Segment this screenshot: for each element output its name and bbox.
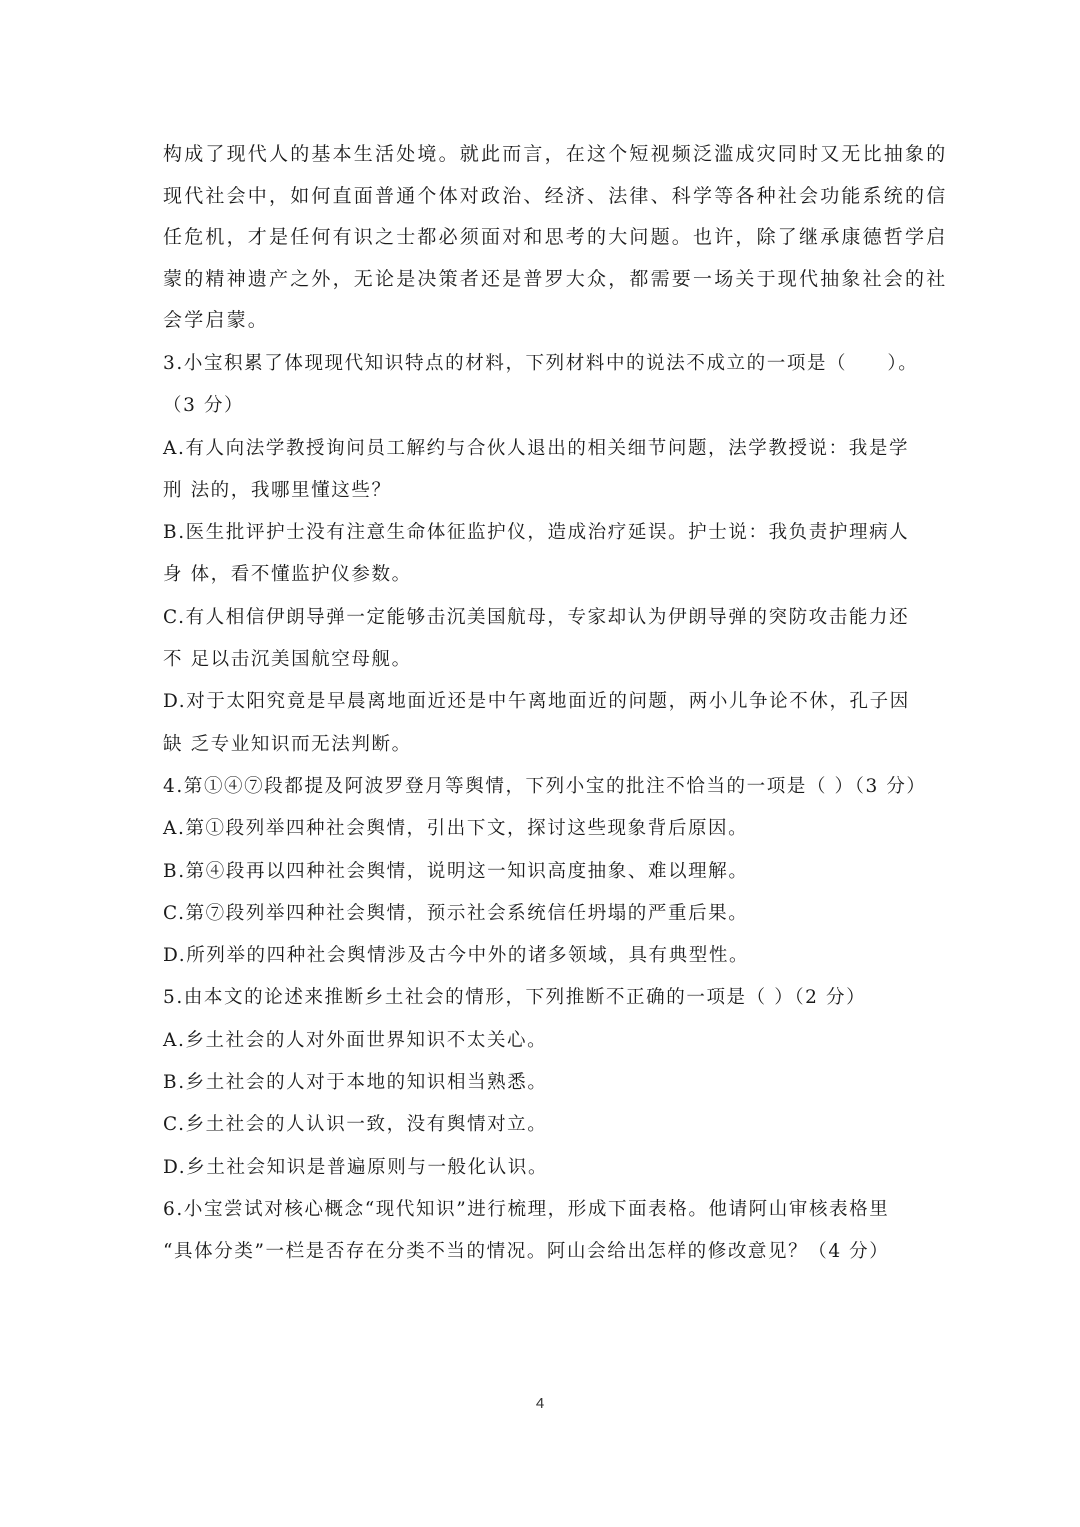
- passage-text: [163, 134, 948, 342]
- question-5-option-d: D.乡土社会知识是普遍原则与一般化认识。: [163, 1156, 549, 1178]
- question-3-option-c-cont: 不 足以击沉美国航空母舰。: [163, 649, 412, 671]
- passage-line: 现代社会中，如何直面普通个体对政治、经济、法律、科学等各种社会功能系统的信: [163, 184, 948, 207]
- question-3-option-d-cont: 缺 乏专业知识而无法判断。: [163, 733, 412, 755]
- question-5-stem: 5.由本文的论述来推断乡土社会的情形，下列推断不正确的一项是（ ）（2 分）: [163, 987, 867, 1009]
- page-number: 4: [535, 1395, 545, 1412]
- question-6-stem: 6.小宝尝试对核心概念“现代知识”进行梳理，形成下面表格。他请阿山审核表格里: [163, 1198, 890, 1220]
- question-4-option-a: A.第①段列举四种社会舆情，引出下文，探讨这些现象背后原因。: [163, 818, 749, 840]
- question-3-stem: 3.小宝积累了体现现代知识特点的材料，下列材料中的说法不成立的一项是（ ）。: [163, 353, 919, 374]
- question-3-option-d: D.对于太阳究竟是早晨离地面近还是中午离地面近的问题，两小儿争论不休，孔子因: [163, 691, 910, 713]
- passage-line: 会学启蒙。: [163, 309, 270, 332]
- question-4-option-b: B.第④段再以四种社会舆情，说明这一知识高度抽象、难以理解。: [163, 860, 749, 882]
- question-3-option-a-cont: 刑 法的，我哪里懂这些？: [163, 479, 392, 501]
- question-list: [163, 343, 927, 1274]
- question-5-option-c: C.乡土社会的人认识一致，没有舆情对立。: [163, 1114, 548, 1136]
- question-4-option-d: D.所列举的四种社会舆情涉及古今中外的诸多领域，具有典型性。: [163, 945, 750, 967]
- question-5-option-b: B.乡土社会的人对于本地的知识相当熟悉。: [163, 1072, 548, 1094]
- question-3-option-b-cont: 身 体，看不懂监护仪参数。: [163, 564, 412, 586]
- question-6-stem-cont: “具体分类”一栏是否存在分类不当的情况。阿山会给出怎样的修改意见？（4 分）: [163, 1241, 890, 1263]
- question-5-option-a: A.乡土社会的人对外面世界知识不太关心。: [163, 1029, 548, 1051]
- question-4-stem: 4.第①④⑦段都提及阿波罗登月等舆情，下列小宝的批注不恰当的一项是（ ）（3 分）: [163, 775, 927, 797]
- question-3-score: （3 分）: [163, 395, 245, 417]
- question-3-option-b: B.医生批评护士没有注意生命体征监护仪，造成治疗延误。护士说：我负责护理病人: [163, 522, 910, 544]
- passage-line: 任危机，才是任何有识之士都必须面对和思考的大问题。也许，除了继承康德哲学启: [163, 226, 948, 249]
- question-3-option-a: A.有人向法学教授询问员工解约与合伙人退出的相关细节问题，法学教授说：我是学: [163, 437, 910, 459]
- question-4-option-c: C.第⑦段列举四种社会舆情，预示社会系统信任坍塌的严重后果。: [163, 902, 749, 924]
- question-3-option-c: C.有人相信伊朗导弹一定能够击沉美国航母，专家却认为伊朗导弹的突防攻击能力还: [163, 606, 910, 628]
- passage-line: 构成了现代人的基本生活处境。就此而言，在这个短视频泛滥成灾同时又无比抽象的: [163, 143, 948, 165]
- passage-line: 蒙的精神遗产之外，无论是决策者还是普罗大众，都需要一场关于现代抽象社会的社: [163, 267, 948, 290]
